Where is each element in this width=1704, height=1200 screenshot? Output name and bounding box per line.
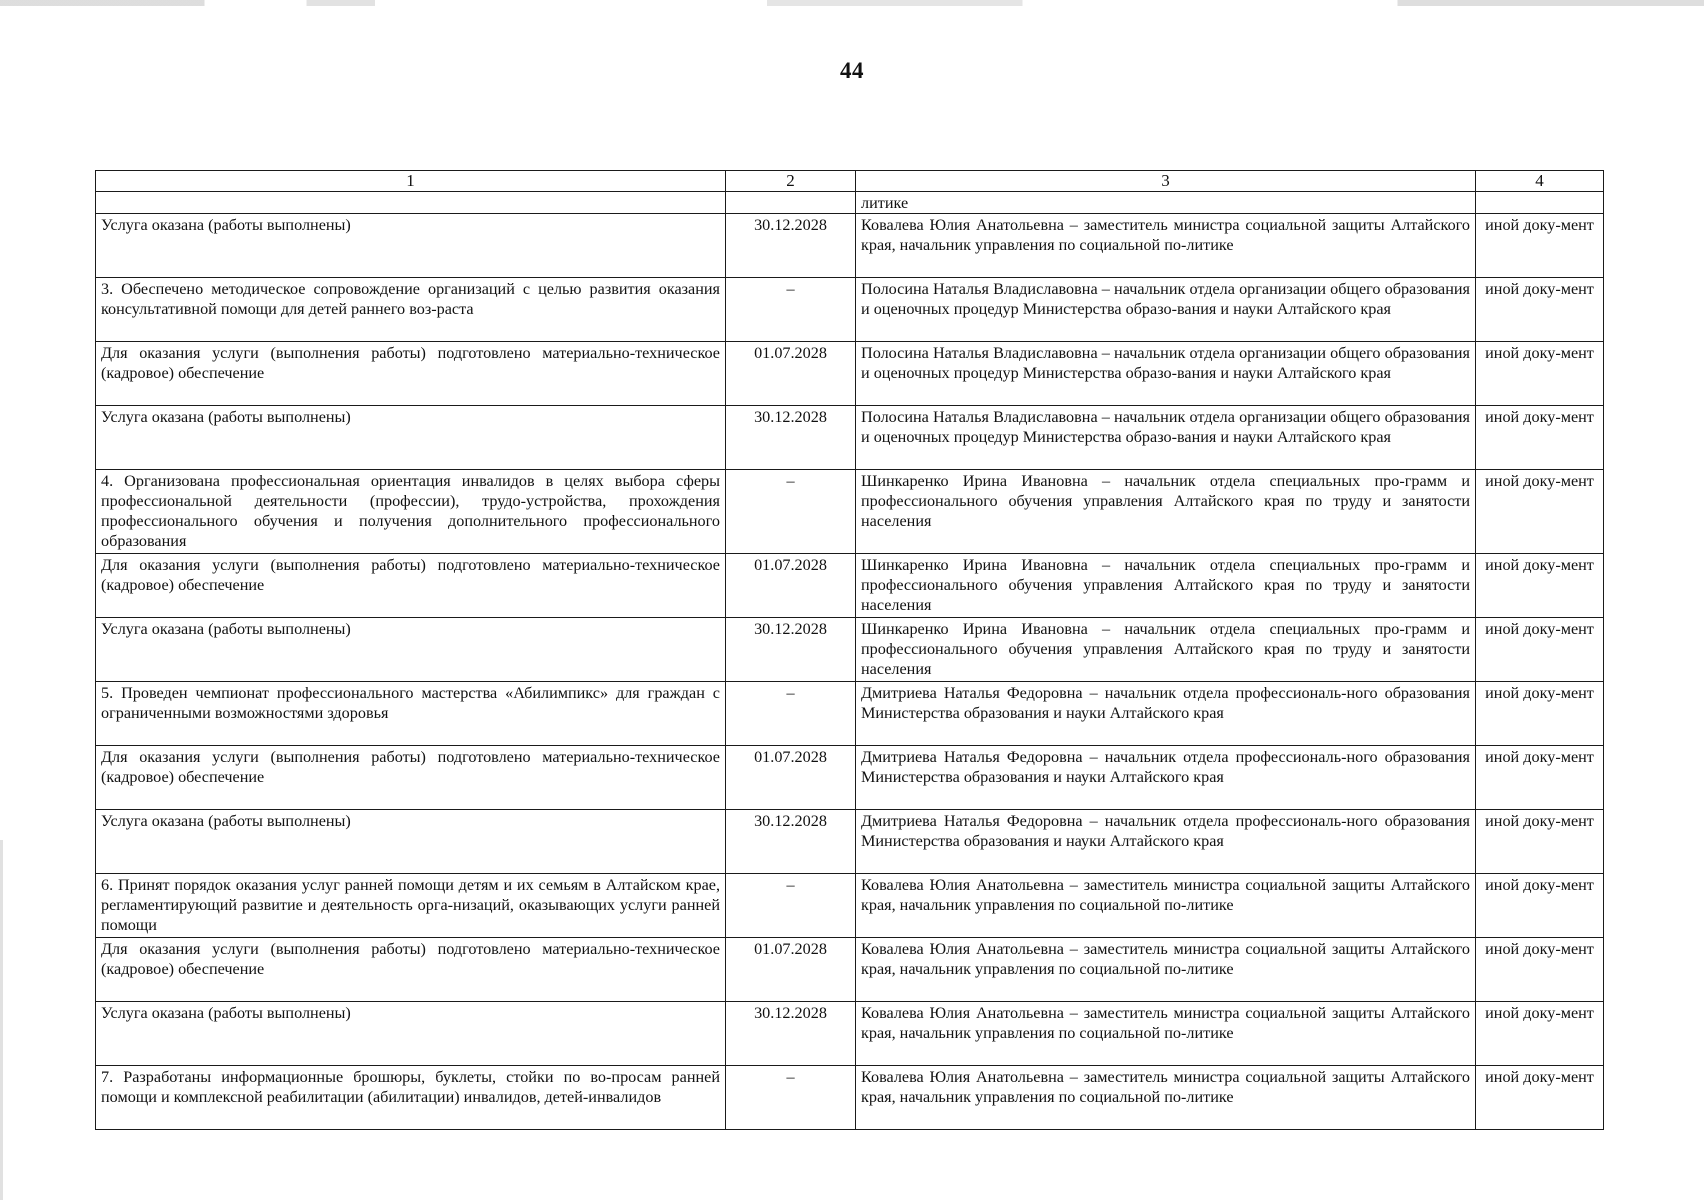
cell-date: 01.07.2028: [726, 938, 856, 1002]
cell-responsible: Полосина Наталья Владиславовна – начальник отдела организации общего образования и оценочных процедур Министерства образо-вания и науки Алтайского края: [856, 406, 1476, 470]
table-row: [96, 746, 1604, 810]
cell-event: Для оказания услуги (выполнения работы) подготовлено материально-техническое (кадровое) обеспечение: [96, 554, 726, 618]
cell-date: 30.12.2028: [726, 1002, 856, 1066]
cell-document: иной доку-мент: [1476, 342, 1604, 406]
cell-responsible: Ковалева Юлия Анатольевна – заместитель министра социальной защиты Алтайского края, начальник управления по социальной по-литике: [856, 214, 1476, 278]
cell-date: 30.12.2028: [726, 618, 856, 682]
cell-date: –: [726, 470, 856, 554]
cell-document: иной доку-мент: [1476, 406, 1604, 470]
cell-event: Услуга оказана (работы выполнены): [96, 214, 726, 278]
cell-document: [1476, 192, 1604, 214]
cell-date: –: [726, 682, 856, 746]
scan-top-edge: [0, 0, 1704, 6]
cell-event: Для оказания услуги (выполнения работы) подготовлено материально-техническое (кадровое) обеспечение: [96, 746, 726, 810]
cell-event: 4. Организована профессиональная ориентация инвалидов в целях выбора сферы профессиональной деятельности (профессии), трудо-устройства, прохождения профессионального обучения и получения дополнительного профессионального образования: [96, 470, 726, 554]
cell-date: 30.12.2028: [726, 214, 856, 278]
cell-date: –: [726, 278, 856, 342]
table-row: [96, 406, 1604, 470]
cell-event: Для оказания услуги (выполнения работы) подготовлено материально-техническое (кадровое) обеспечение: [96, 342, 726, 406]
table-row: [96, 342, 1604, 406]
cell-document: иной доку-мент: [1476, 554, 1604, 618]
cell-date: –: [726, 1066, 856, 1130]
cell-event: Услуга оказана (работы выполнены): [96, 810, 726, 874]
header-col-3: 3: [856, 171, 1476, 192]
table-row: [96, 554, 1604, 618]
cell-event: 7. Разработаны информационные брошюры, буклеты, стойки по во-просам ранней помощи и комплексной реабилитации (абилитации) инвалидов, детей-инвалидов: [96, 1066, 726, 1130]
cell-responsible: Ковалева Юлия Анатольевна – заместитель министра социальной защиты Алтайского края, начальник управления по социальной по-литике: [856, 1066, 1476, 1130]
cell-date: [726, 192, 856, 214]
cell-event: Услуга оказана (работы выполнены): [96, 1002, 726, 1066]
cell-responsible: Шинкаренко Ирина Ивановна – начальник отдела специальных про-грамм и профессионального обучения управления Алтайского края по труду и занятости населения: [856, 554, 1476, 618]
scan-left-edge: [0, 840, 3, 1200]
cell-event: 5. Проведен чемпионат профессионального мастерства «Абилимпикс» для граждан с ограниченными возможностями здоровья: [96, 682, 726, 746]
table-row: [96, 214, 1604, 278]
cell-document: иной доку-мент: [1476, 618, 1604, 682]
table-row: [96, 682, 1604, 746]
cell-event: [96, 192, 726, 214]
cell-responsible: Шинкаренко Ирина Ивановна – начальник отдела специальных про-грамм и профессионального обучения управления Алтайского края по труду и занятости населения: [856, 618, 1476, 682]
cell-document: иной доку-мент: [1476, 874, 1604, 938]
cell-event: 3. Обеспечено методическое сопровождение организаций с целью развития оказания консультативной помощи для детей раннего воз-раста: [96, 278, 726, 342]
table-row: [96, 278, 1604, 342]
table-row: [96, 618, 1604, 682]
cell-date: 01.07.2028: [726, 746, 856, 810]
cell-responsible: Ковалева Юлия Анатольевна – заместитель министра социальной защиты Алтайского края, начальник управления по социальной по-литике: [856, 938, 1476, 1002]
cell-responsible: Дмитриева Наталья Федоровна – начальник отдела профессиональ-ного образования Министерства образования и науки Алтайского края: [856, 810, 1476, 874]
header-col-1: 1: [96, 171, 726, 192]
cell-responsible: Полосина Наталья Владиславовна – начальник отдела организации общего образования и оценочных процедур Министерства образо-вания и науки Алтайского края: [856, 342, 1476, 406]
header-col-4: 4: [1476, 171, 1604, 192]
cell-document: иной доку-мент: [1476, 1002, 1604, 1066]
cell-event: 6. Принят порядок оказания услуг ранней помощи детям и их семьям в Алтайском крае, регламентирующий развитие и деятельность орга-низаций, оказывающих услуги ранней помощи: [96, 874, 726, 938]
cell-event: Услуга оказана (работы выполнены): [96, 618, 726, 682]
table-row: [96, 938, 1604, 1002]
cell-event: Для оказания услуги (выполнения работы) подготовлено материально-техническое (кадровое) обеспечение: [96, 938, 726, 1002]
table-row: [96, 470, 1604, 554]
cell-date: 30.12.2028: [726, 810, 856, 874]
cell-event: Услуга оказана (работы выполнены): [96, 406, 726, 470]
header-row: [96, 171, 1604, 192]
cell-document: иной доку-мент: [1476, 278, 1604, 342]
cell-date: 30.12.2028: [726, 406, 856, 470]
cell-responsible: литике: [856, 192, 1476, 214]
cell-responsible: Полосина Наталья Владиславовна – начальник отдела организации общего образования и оценочных процедур Министерства образо-вания и науки Алтайского края: [856, 278, 1476, 342]
cell-document: иной доку-мент: [1476, 682, 1604, 746]
data-table: [95, 170, 1604, 1130]
cell-document: иной доку-мент: [1476, 214, 1604, 278]
cell-date: –: [726, 874, 856, 938]
table-row: [96, 192, 1604, 214]
table-row: [96, 1066, 1604, 1130]
cell-date: 01.07.2028: [726, 554, 856, 618]
table-row: [96, 1002, 1604, 1066]
cell-responsible: Ковалева Юлия Анатольевна – заместитель министра социальной защиты Алтайского края, начальник управления по социальной по-литике: [856, 1002, 1476, 1066]
cell-responsible: Дмитриева Наталья Федоровна – начальник отдела профессиональ-ного образования Министерства образования и науки Алтайского края: [856, 746, 1476, 810]
header-col-2: 2: [726, 171, 856, 192]
cell-document: иной доку-мент: [1476, 746, 1604, 810]
table-row: [96, 810, 1604, 874]
cell-document: иной доку-мент: [1476, 810, 1604, 874]
cell-document: иной доку-мент: [1476, 938, 1604, 1002]
cell-responsible: Шинкаренко Ирина Ивановна – начальник отдела специальных про-грамм и профессионального обучения управления Алтайского края по труду и занятости населения: [856, 470, 1476, 554]
table-row: [96, 874, 1604, 938]
cell-responsible: Ковалева Юлия Анатольевна – заместитель министра социальной защиты Алтайского края, начальник управления по социальной по-литике: [856, 874, 1476, 938]
cell-responsible: Дмитриева Наталья Федоровна – начальник отдела профессиональ-ного образования Министерства образования и науки Алтайского края: [856, 682, 1476, 746]
cell-document: иной доку-мент: [1476, 470, 1604, 554]
cell-date: 01.07.2028: [726, 342, 856, 406]
page-number: 44: [840, 58, 864, 83]
cell-document: иной доку-мент: [1476, 1066, 1604, 1130]
